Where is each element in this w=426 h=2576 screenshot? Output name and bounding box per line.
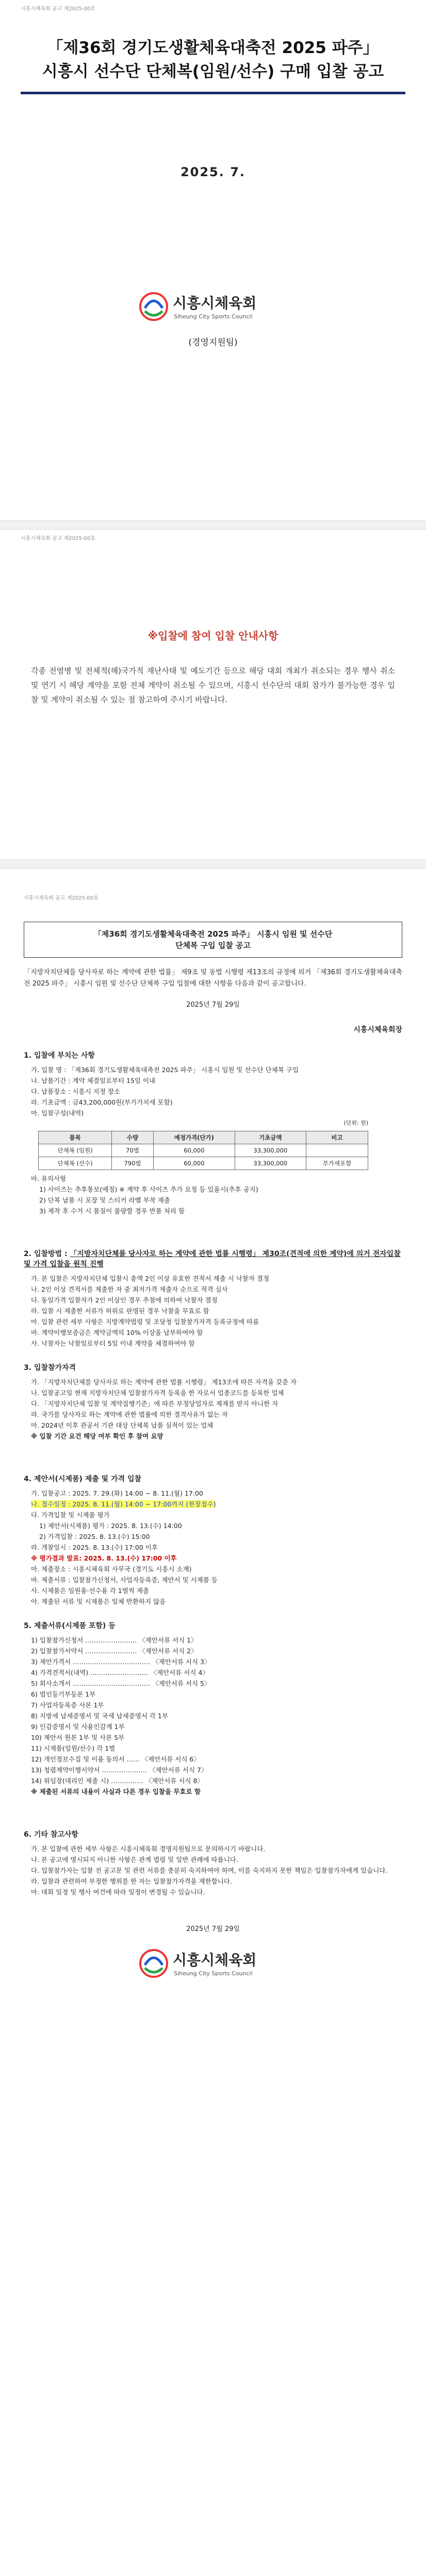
table-cell: 70벌 <box>112 1144 154 1157</box>
announcement-date: 2025년 7월 29일 <box>186 1001 240 1009</box>
s2-item: 사. 낙찰자는 낙찰일로부터 5일 이내 계약을 체결하여야 함 <box>31 1340 195 1347</box>
logo-subtext: Siheung City Sports Council <box>174 313 253 320</box>
page-break <box>0 859 426 869</box>
table-cell: 60,000 <box>153 1157 235 1170</box>
section-5-title: 5. 제출서류(시제품 포함) 등 <box>24 1622 116 1630</box>
s4-highlight: 나. 접수일정 : 2025. 8. 11.(월) 14:00 ~ 17:00까지 (현장접수) <box>31 1500 216 1508</box>
s1-item: 나. 납품기간 : 계약 체결일로부터 15일 이내 <box>31 1077 156 1084</box>
s5-item: 7) 사업자등록증 사본 1부 <box>31 1701 104 1709</box>
s4-red-note: ※ 평가결과 발표: 2025. 8. 13.(수) 17:00 이후 <box>31 1554 177 1562</box>
s4-item: 1) 제안서(시제품) 평가 : 2025. 8. 13.(수) 14:00 <box>39 1522 182 1530</box>
s3-item: 라. 국가를 당사자로 하는 계약에 관한 법률에 의한 결격사유가 없는 자 <box>31 1411 228 1418</box>
s5-item: 12) 개인정보수집 및 이용 동의서 …… 〈제안서류 서식 6〉 <box>31 1755 200 1763</box>
table-cell: 부가세포함 <box>306 1157 368 1170</box>
section-4-title: 4. 제안서(시제품) 제출 및 가격 입찰 <box>24 1475 142 1483</box>
s3-item: 마. 2024년 이후 관공서 기관 대상 단체복 납품 실적이 있는 업체 <box>31 1421 214 1429</box>
s1-item: 라. 기초금액 : 금43,200,000원(부가가치세 포함) <box>31 1098 173 1106</box>
notice-body: 각종 전염병 및 전체적(해)국가적 재난사태 및 예도기간 등으로 해당 대회 개최가 취소되는 경우 행사 취소 및 연기 시 해당 계약을 포함 전체 계약이 취소될 수 있으며, 시흥시 선수단의 대회 참가가 불가능한 경우 입찰 및 계약이 취소될 수 있는 점 참고하여 주시기 바랍니다. <box>31 666 395 704</box>
table-cell: 33,300,000 <box>235 1144 306 1157</box>
siheung-sports-logo-icon <box>136 289 290 325</box>
cover-title-line1: 「제36회 경기도생활체육대축전 2025 파주」 <box>47 39 379 57</box>
logo-text: 시흥시체육회 <box>173 295 257 312</box>
section-6-title: 6. 기타 참고사항 <box>24 1831 78 1839</box>
notice-page <box>0 530 426 859</box>
s6-item: 라. 입찰과 관련하여 부정한 행위를 한 자는 입찰참가자격을 제한합니다. <box>31 1877 232 1885</box>
section-2-title <box>24 1248 402 1269</box>
s5-item: 10) 제안서 원본 1부 및 사본 5부 <box>31 1734 125 1741</box>
s5-item: 6) 법인등기부등본 1부 <box>31 1690 96 1698</box>
section-2-law: 「지방자치단체를 당사자로 하는 계약에 관한 법률 시행령」 제30조(견적에 의한 계약)에 의거 전자입찰 및 가격 입찰을 원칙 진행 <box>24 1250 401 1268</box>
page-break <box>0 520 426 530</box>
s6-item: 나. 본 공고에 명시되지 아니한 사항은 관계 법령 및 일반 관례에 따릅니다. <box>31 1856 238 1863</box>
s3-item: 다. 「지방자치단체 입찰 및 계약집행기준」에 따른 부정당업자로 제재를 받지 아니한 자 <box>31 1400 278 1408</box>
s3-note: ※ 입찰 기간 요건 해당 여부 확인 후 참여 요망 <box>31 1432 163 1440</box>
s5-item: 14) 위임장(대리인 제출 시) …………… 〈제안서류 서식 8〉 <box>31 1777 204 1785</box>
s2-item: 바. 계약이행보증금은 계약금액의 10% 이상을 납부하여야 함 <box>31 1329 203 1336</box>
s5-item: 1) 입찰참가신청서 …………………… 〈제안서류 서식 1〉 <box>31 1636 198 1644</box>
siheung-sports-logo-icon <box>136 1945 290 1981</box>
s5-note: ※ 제출된 서류의 내용이 사실과 다른 경우 입찰을 무효로 함 <box>31 1788 201 1795</box>
s3-item: 나. 입찰공고일 현재 지방자치단체 입찰참가자격 등록을 한 자로서 업종코드를 등록한 업체 <box>31 1389 284 1397</box>
s1-item: 가. 입찰 명 : 「제36회 경기도생활체육대축전 2025 파주」 시흥시 임원 및 선수단 단체복 구입 <box>31 1066 299 1074</box>
section-1-title: 1. 입찰에 부치는 사항 <box>24 1052 95 1060</box>
section-2-prefix: 2. 입찰방법 : <box>24 1250 70 1258</box>
s5-item: 11) 시제품(임원/선수) 각 1벌 <box>31 1744 116 1752</box>
s5-item: 13) 청렴계약이행서약서 ………………… 〈제안서류 서식 7〉 <box>31 1766 208 1774</box>
table-header: 예정가격(단가) <box>153 1131 235 1144</box>
s2-item: 가. 본 입찰은 지방자치단체 입찰시 총액 2인 이상 유효한 견적서 제출 시 낙찰자 결정 <box>31 1275 270 1282</box>
org-logo <box>0 289 426 327</box>
s4-item: 라. 개찰일시 : 2025. 8. 13.(수) 17:00 이후 <box>31 1544 158 1551</box>
s4-item <box>31 1499 402 1510</box>
closing-date: 2025년 7월 29일 <box>186 1925 240 1933</box>
s1-note: 바. 유의사항 <box>31 1175 67 1182</box>
table-cell: 790벌 <box>112 1157 154 1170</box>
s3-item: 가. 「지방자치단체를 당사자로 하는 계약에 관한 법률 시행령」 제13조에 따른 자격을 갖춘 자 <box>31 1378 297 1386</box>
s4-item: 바. 제출서류 : 입찰참가신청서, 사업자등록증, 제안서 및 시제품 등 <box>31 1576 218 1584</box>
title-rule <box>21 92 405 94</box>
cover-title-line2: 시흥시 선수단 단체복(임원/선수) 구매 입찰 공고 <box>42 62 384 81</box>
table-unit: (단위: 원) <box>343 1120 368 1126</box>
issuer: 시흥시체육회장 <box>353 1026 402 1034</box>
table-cell <box>306 1144 368 1157</box>
notice-title: ※입찰에 참여 입찰 안내사항 <box>148 630 278 642</box>
s5-item: 2) 입찰참가서약서 …………………… 〈제안서류 서식 2〉 <box>31 1647 198 1655</box>
s2-item: 나. 2인 이상 견적서를 제출한 자 중 최저가격 제출자 순으로 적격 심사 <box>31 1285 228 1293</box>
table-cell: 60,000 <box>153 1144 235 1157</box>
s1-note: 3) 제작 후 수거 시 품질이 불량할 경우 반품 처리 함 <box>39 1207 185 1215</box>
footer-logo <box>24 1945 402 1984</box>
bid-items-table <box>38 1131 368 1170</box>
s1-item: 다. 납품장소 : 시흥시 지정 장소 <box>31 1088 120 1095</box>
table-header: 품목 <box>39 1131 112 1144</box>
s4-item: 마. 제출장소 : 시흥시체육회 사무국 (경기도 시흥시 소재) <box>31 1565 192 1573</box>
s2-item: 다. 동일가격 입찰자가 2인 이상인 경우 추첨에 의하여 낙찰자 결정 <box>31 1296 218 1304</box>
s5-item: 8) 지방세 납세증명서 및 국세 납세증명서 각 1부 <box>31 1712 168 1720</box>
table-row <box>39 1157 368 1170</box>
table-header: 기초금액 <box>235 1131 306 1144</box>
table-cell: 33,300,000 <box>235 1157 306 1170</box>
s1-item: 마. 입찰구성(내역) <box>31 1109 84 1117</box>
announcement-title-line1: 「제36회 경기도생활체육대축전 2025 파주」 시흥시 임원 및 선수단 <box>93 929 333 939</box>
section-3-title: 3. 입찰참가자격 <box>24 1364 76 1372</box>
department: (경영지원팀) <box>188 337 238 348</box>
s4-item: 가. 입찰공고 : 2025. 7. 29.(화) 14:00 ~ 8. 11.(월) 17:00 <box>31 1489 203 1497</box>
cover-title <box>21 36 405 83</box>
s1-note: 1) 사이즈는 추후통보(예정) ※ 계약 후 사이즈 추가 요청 등 있을시(추후 공지) <box>39 1185 258 1193</box>
footer-logo-subtext: Siheung City Sports Council <box>174 1970 253 1977</box>
table-header: 비고 <box>306 1131 368 1144</box>
s2-item: 라. 입찰 시 제출한 서류가 허위로 판명된 경우 낙찰을 무효로 함 <box>31 1307 209 1315</box>
table-row <box>39 1144 368 1157</box>
s4-item: 다. 가격입찰 및 시제품 평가 <box>31 1511 110 1519</box>
table-header-row <box>39 1131 368 1144</box>
document-number: 시흥시체육회 공고 제2025-00호 <box>21 536 95 541</box>
s5-item: 3) 제안가격서 ……………………………… 〈제안서류 서식 3〉 <box>31 1658 211 1666</box>
cover-date: 2025. 7. <box>180 165 246 179</box>
s5-item: 9) 인감증명서 및 사용인감계 1부 <box>31 1723 125 1731</box>
s4-item: 2) 가격입찰 : 2025. 8. 13.(수) 15:00 <box>39 1533 150 1540</box>
cover-page <box>0 0 426 520</box>
announcement-title-line2: 단체복 구입 입찰 공고 <box>175 941 251 950</box>
s1-note: 2) 단복 납품 시 포장 및 스티커 라벨 부착 제출 <box>39 1196 170 1204</box>
document-number: 시흥시체육회 공고 제2025-00호 <box>21 6 95 12</box>
intro-paragraph: 「지방자치단체를 당사자로 하는 계약에 관한 법률」 제9조 및 동법 시행령 제13조의 규정에 의거 「제36회 경기도생활체육대축전 2025 파주」 시흥시 임원 및 선수단 단체복 구입 입찰에 대한 사항을 다음과 같이 공고합니다. <box>24 969 402 988</box>
table-header: 수량 <box>112 1131 154 1144</box>
s4-item: 사. 시제품은 임원용·선수용 각 1벌씩 제출 <box>31 1587 149 1595</box>
s5-item: 4) 가격견적서(내역) ……………………… 〈제안서류 서식 4〉 <box>31 1669 209 1676</box>
table-cell: 단체복 (임원) <box>39 1144 112 1157</box>
s6-item: 가. 본 입찰에 관한 세부 사항은 시흥시체육회 경영지원팀으로 문의하시기 바랍니다. <box>31 1845 266 1853</box>
table-cell: 단체복 (선수) <box>39 1157 112 1170</box>
main-document <box>0 869 426 2576</box>
s2-item: 마. 입찰 관련 세부 사항은 지방계약법령 및 조달청 입찰참가자격 등록규정에 따름 <box>31 1318 259 1326</box>
document-number: 시흥시체육회 공고 제2025-00호 <box>24 895 99 901</box>
footer-logo-text: 시흥시체육회 <box>173 1952 257 1969</box>
s4-item: 아. 제출된 서류 및 시제품은 일체 반환하지 않음 <box>31 1598 166 1605</box>
announcement-title-box <box>24 922 402 958</box>
s6-item: 다. 입찰참가자는 입찰 전 공고문 및 관련 서류를 충분히 숙지하여야 하며, 이를 숙지하지 못한 책임은 입찰참가자에게 있습니다. <box>31 1867 388 1874</box>
s5-item: 5) 회사소개서 ……………………………… 〈제안서류 서식 5〉 <box>31 1680 211 1687</box>
s6-item: 마. 대회 일정 및 행사 여건에 따라 일정이 변경될 수 있습니다. <box>31 1888 205 1896</box>
